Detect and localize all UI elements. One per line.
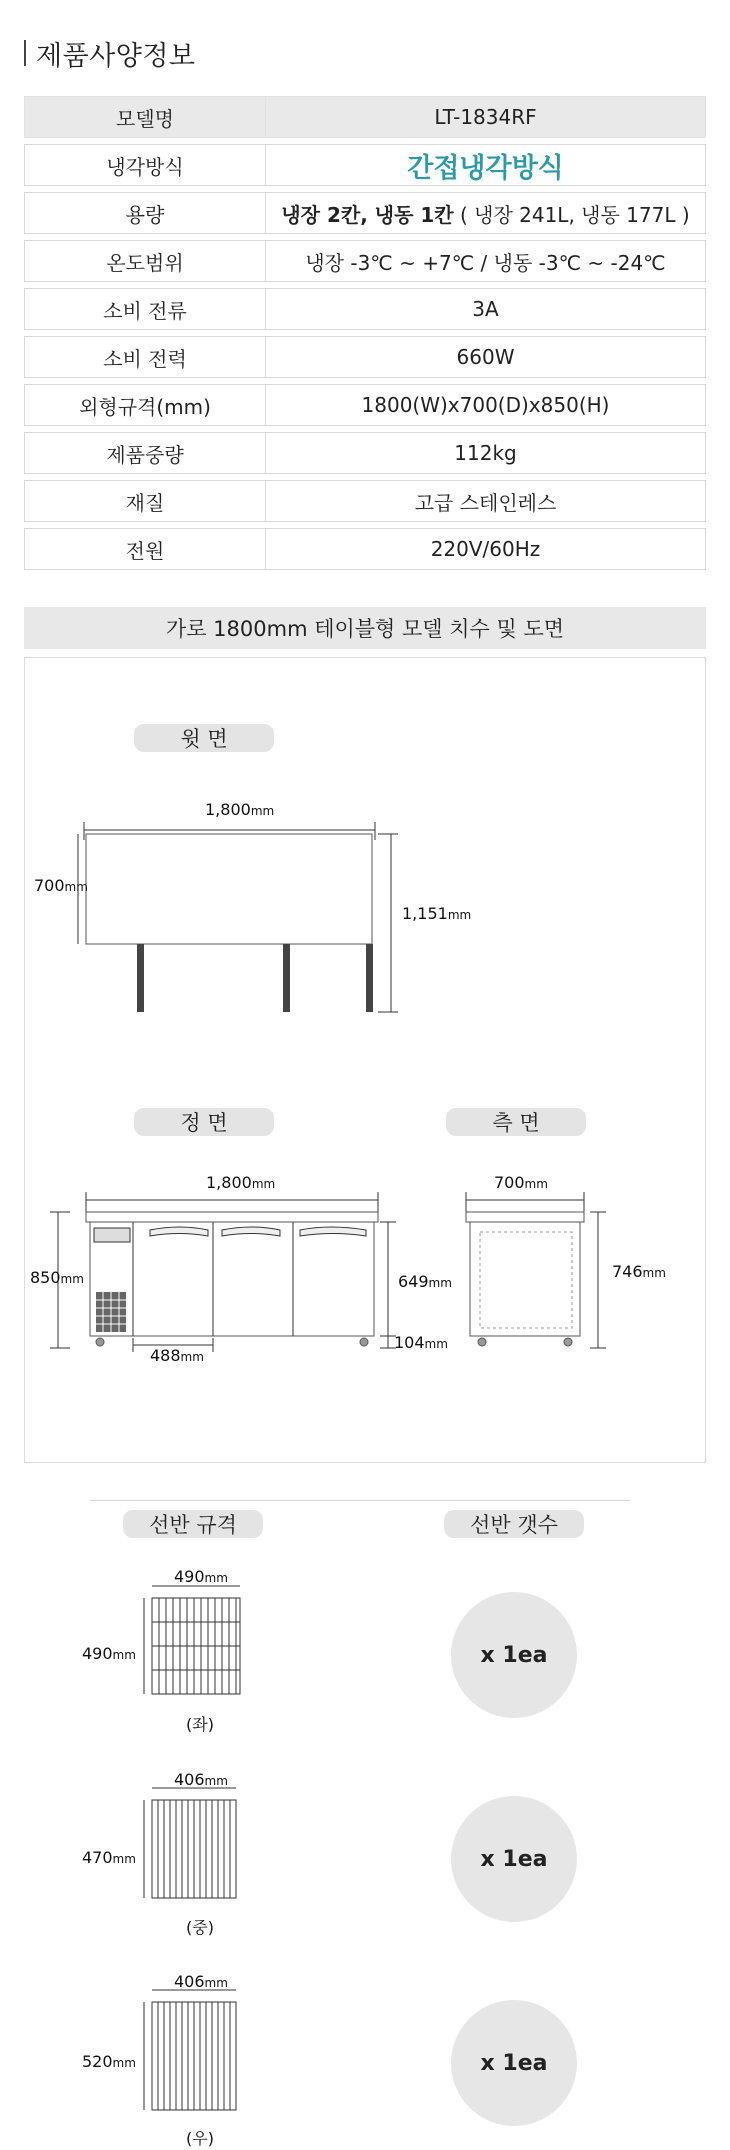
dim-value: 1,800 — [206, 1173, 252, 1192]
dim-value: 700 — [494, 1173, 525, 1192]
dim-unit: mm — [204, 1774, 228, 1788]
capacity-bold: 냉장 2칸, 냉동 1칸 — [281, 202, 454, 227]
dim-unit: mm — [251, 1177, 276, 1191]
spec-label: 제품중량 — [24, 432, 265, 474]
drawing-header: 가로 1800mm 테이블형 모델 치수 및 도면 — [24, 607, 706, 649]
dim-unit: mm — [204, 1571, 228, 1585]
top-view-label: 윗 면 — [134, 724, 274, 752]
dim-unit: mm — [180, 1350, 204, 1364]
dim-value: 1,151 — [402, 904, 448, 923]
shelf-spec-label: 선반 규격 — [123, 1510, 263, 1538]
dim-unit: mm — [112, 1648, 136, 1662]
dim-unit: mm — [64, 880, 88, 894]
section-divider — [90, 1500, 630, 1501]
dim-unit: mm — [428, 1276, 452, 1290]
dim-value: 700 — [34, 876, 65, 895]
shelf-caption: (좌) — [186, 1715, 214, 1734]
dim-unit: mm — [642, 1266, 666, 1280]
shelf-height-dim — [82, 2052, 136, 2071]
spec-label: 냉각방식 — [24, 144, 265, 186]
dim-value: 104 — [394, 1333, 425, 1352]
shelf-count-badge: x 1ea — [451, 2000, 577, 2126]
dim-value: 1,800 — [205, 800, 251, 819]
shelf-caption: (우) — [186, 2129, 214, 2148]
spec-value: 3A — [265, 288, 706, 330]
shelf-height-dim — [82, 1848, 136, 1867]
spec-label: 온도범위 — [24, 240, 265, 282]
spec-value: 냉장 -3℃ ~ +7℃ / 냉동 -3℃ ~ -24℃ — [265, 240, 706, 282]
spec-label: 소비 전력 — [24, 336, 265, 378]
dim-unit: mm — [424, 1337, 448, 1351]
spec-value: 고급 스테인레스 — [265, 480, 706, 522]
cooling-value: 간접냉각방식 — [407, 152, 564, 184]
dim-unit: mm — [524, 1177, 548, 1191]
dim-unit: mm — [447, 908, 472, 922]
spec-value: 112kg — [265, 432, 706, 474]
dim-unit: mm — [204, 1976, 228, 1990]
side-height-dim — [612, 1262, 666, 1281]
capacity-detail: ( 냉장 241L, 냉동 177L ) — [453, 202, 690, 227]
side-view-label: 측 면 — [446, 1108, 586, 1136]
dim-value: 850 — [30, 1268, 61, 1287]
dim-value: 470 — [82, 1848, 113, 1867]
shelf-grid-left — [140, 1580, 250, 1710]
shelf-caption: (중) — [186, 1918, 214, 1937]
shelf-grid-right — [140, 1986, 250, 2126]
dim-value: 649 — [398, 1272, 429, 1291]
spec-label: 전원 — [24, 528, 265, 570]
spec-label: 소비 전류 — [24, 288, 265, 330]
dim-value: 520 — [82, 2052, 113, 2071]
dim-value: 746 — [612, 1262, 643, 1281]
spec-value: 660W — [265, 336, 706, 378]
shelf-count-label: 선반 갯수 — [444, 1510, 584, 1538]
dim-unit: mm — [112, 2056, 136, 2070]
spec-value: LT-1834RF — [265, 96, 706, 138]
dim-value: 406 — [174, 1770, 205, 1789]
shelf-height-dim — [82, 1644, 136, 1663]
dim-value: 490 — [174, 1567, 205, 1586]
spec-label: 용량 — [24, 192, 265, 234]
dim-value: 490 — [82, 1644, 113, 1663]
spec-label: 모델명 — [24, 96, 265, 138]
dim-unit: mm — [250, 804, 275, 818]
shelf-count-badge: x 1ea — [451, 1796, 577, 1922]
spec-value: 1800(W)x700(D)x850(H) — [265, 384, 706, 426]
shelf-count-badge: x 1ea — [451, 1592, 577, 1718]
dim-unit: mm — [112, 1852, 136, 1866]
spec-value: 220V/60Hz — [265, 528, 706, 570]
dim-unit: mm — [60, 1272, 84, 1286]
front-view-label: 정 면 — [134, 1108, 274, 1136]
page-title: 제품사양정보 — [36, 40, 196, 72]
spec-label: 외형규격(mm) — [24, 384, 265, 426]
dim-value: 406 — [174, 1972, 205, 1991]
dim-value: 488 — [150, 1346, 181, 1365]
side-depth-dim — [494, 1173, 548, 1192]
spec-label: 재질 — [24, 480, 265, 522]
shelf-grid-center — [140, 1784, 250, 1914]
